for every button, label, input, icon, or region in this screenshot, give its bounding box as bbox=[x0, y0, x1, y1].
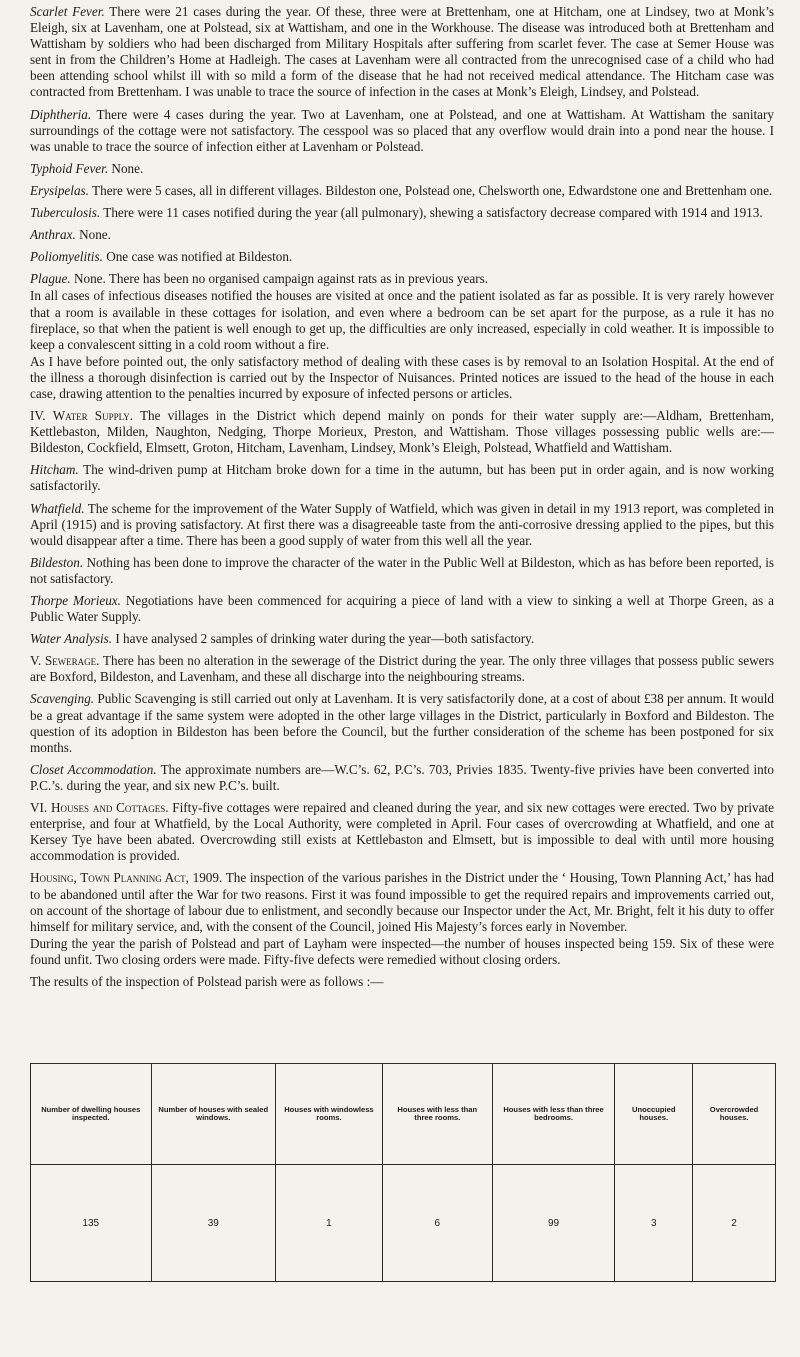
table-header-row bbox=[31, 1064, 776, 1165]
heading-sewerage: Sewerage. bbox=[44, 653, 100, 669]
heading-poliomyelitis: Poliomyelitis. bbox=[30, 249, 103, 265]
section-number-iv: IV. bbox=[30, 408, 46, 424]
text-sewerage: There has been no alteration in the sewerage of the District during the year. The only three villages that possess public sewers are Boxford, Bildeston, and Lavenham, and these all discharge into the neighbouring streams. bbox=[30, 653, 774, 685]
report-text bbox=[30, 4, 774, 996]
section-number-v: V. bbox=[30, 653, 42, 669]
cell-unoccupied: 3 bbox=[615, 1165, 693, 1282]
text-whatfield: The scheme for the improvement of the Water Supply of Watfield, which was given in detail in my 1913 report, was completed in April (1915) and is proving satisfactory. At first there was a disagreeable taste from the anti-corrosive dressing applied to the pipes, but this would disappear after a time. There has been a good supply of water from this well all the year. bbox=[30, 500, 775, 548]
para-diphtheria bbox=[30, 107, 774, 155]
text-tuberculosis: There were 11 cases notified during the year (all pulmonary), shewing a satisfactory decrease compared with 1914 and 1913. bbox=[103, 205, 763, 221]
column-header-less-three-bedrooms: Houses with less than three bedrooms. bbox=[492, 1064, 615, 1165]
text-scarlet-fever: There were 21 cases during the year. Of these, three were at Brettenham, one at Hitcham, one at Lindsey, two at Monk’s Eleigh, six at Lavenham, one at Polstead, six at Wattisham, and one in the Workhouse. The disease was introduced both at Brettenham and Wattisham by soldiers who had been discharged from Military Hospitals after suffering from scarlet fever. The case at Semer House was sent in from the Children’s Home at Hadleigh. The cases at Lavenham were all contracted from the unrecognised case of a child who had been attending school whilst ill with so mild a form of the disease that he had not received medical attendance. The Hitcham case was contracted from Brettenham. I was unable to trace the source of infection in the cases at Monk’s Eleigh, Lindsey, and Polstead. bbox=[30, 4, 775, 100]
text-thorpe-morieux: Negotiations have been commenced for acquiring a piece of land with a view to sinking a well at Thorpe Green, as a Public Water Supply. bbox=[30, 593, 774, 625]
cell-less-three-rooms: 6 bbox=[382, 1165, 492, 1282]
para-water-supply bbox=[30, 408, 774, 456]
text-closet-accommodation: The approximate numbers are—W.C’s. 62, P.C’s. 703, Privies 1835. Twenty-five privies have been converted into P.C.’s. during the year, and six new P.C’s. built. bbox=[30, 761, 774, 793]
column-header-unoccupied: Unoccupied houses. bbox=[615, 1064, 693, 1165]
heading-whatfield: Whatfield. bbox=[30, 500, 85, 516]
text-bildeston: Nothing has been done to improve the character of the water in the Public Well at Bildeston, which as has before been reported, is not satisfactory. bbox=[30, 554, 774, 586]
para-houses-cottages bbox=[30, 800, 774, 864]
table-row bbox=[31, 1165, 776, 1282]
para-polstead-inspection: During the year the parish of Polstead and part of Layham were inspected—the number of houses inspected being 159. Six of these were found unfit. Two closing orders were made. Fifty-five defects were remedied without closing orders. bbox=[30, 935, 774, 967]
cell-dwellings-inspected: 135 bbox=[31, 1165, 152, 1282]
para-tuberculosis bbox=[30, 205, 774, 221]
para-sewerage bbox=[30, 653, 774, 685]
heading-water-analysis: Water Analysis. bbox=[30, 631, 113, 647]
text-poliomyelitis: One case was notified at Bildeston. bbox=[106, 249, 293, 265]
column-header-overcrowded: Overcrowded houses. bbox=[693, 1064, 776, 1165]
heading-erysipelas: Erysipelas. bbox=[30, 182, 89, 198]
heading-thorpe-morieux: Thorpe Morieux. bbox=[30, 593, 121, 608]
column-header-windowless-rooms: Houses with windowless rooms. bbox=[275, 1064, 382, 1165]
para-water-analysis bbox=[30, 631, 774, 647]
cell-windowless-rooms: 1 bbox=[275, 1165, 382, 1282]
cell-sealed-windows: 39 bbox=[151, 1165, 275, 1282]
para-hitcham bbox=[30, 462, 774, 494]
para-anthrax bbox=[30, 227, 774, 243]
para-housing-act bbox=[30, 870, 774, 934]
heading-tuberculosis: Tuberculosis. bbox=[30, 205, 101, 221]
para-scarlet-fever bbox=[30, 4, 774, 101]
text-typhoid: None. bbox=[111, 160, 144, 176]
text-plague: None. There has been no organised campaign against rats as in previous years. bbox=[73, 271, 489, 287]
heading-scarlet-fever: Scarlet Fever. bbox=[30, 4, 105, 19]
para-erysipelas bbox=[30, 183, 774, 199]
para-isolation-2: As I have before pointed out, the only satisfactory method of dealing with these cases is by removal to an Isolation Hospital. At the end of the illness a thorough disinfection is carried out by the Inspector of Nuisances. Printed notices are issued to the head of the house in each case, drawing attention to the penalties incurred by exposure of infected persons or articles. bbox=[30, 353, 774, 401]
text-housing-act: The inspection of the various parishes in the District under the ‘ Housing, Town Planning Act,’ has had to be abandoned until after the War for two reasons. First it was found impossible to get the required repairs and improvements carried out, on account of the shortage of labour due to enlistment, and secondly because our Inspector under the Act, Mr. Bright, felt it his duty to offer himself for military service, and, with the consent of the Council, joined His Majesty’s forces early in November. bbox=[30, 870, 775, 934]
para-plague bbox=[30, 271, 774, 287]
heading-hitcham: Hitcham. bbox=[30, 462, 79, 478]
text-scavenging: Public Scavenging is still carried out only at Lavenham. It is very satisfactorily done, at a cost of about £38 per annum. It would be a great advantage if the same system were adopted in the other large villages in the District, particularly in Boxford and Bildeston. The question of its adoption in Bildeston has been before the Council, but the further consideration of the scheme has been postponed for six months. bbox=[30, 691, 774, 755]
heading-scavenging: Scavenging. bbox=[30, 691, 95, 707]
para-closet-accommodation bbox=[30, 762, 774, 794]
para-poliomyelitis bbox=[30, 249, 774, 265]
para-whatfield bbox=[30, 501, 774, 549]
para-scavenging bbox=[30, 691, 774, 755]
heading-houses-cottages: Houses and Cottages. bbox=[51, 800, 169, 816]
text-water-supply: The villages in the District which depend mainly on ponds for their water supply are:—Aldham, Brettenham, Kettlebaston, Milden, Naughton, Nedging, Thorpe Morieux, Preston, and Wattisham. Those villages possessing public wells are:—Bildeston, Cockfield, Elmsett, Groton, Hitcham, Lavenham, Lindsey, Monk’s Eleigh, Polstead, Whatfield and Wattisham. bbox=[30, 408, 775, 456]
para-bildeston bbox=[30, 555, 774, 587]
para-thorpe-morieux bbox=[30, 593, 774, 625]
heading-anthrax: Anthrax. bbox=[30, 227, 76, 243]
heading-diphtheria: Diphtheria. bbox=[30, 106, 92, 122]
text-hitcham: The wind-driven pump at Hitcham broke down for a time in the autumn, but has been put in order again, and is now working satisfactorily. bbox=[30, 462, 774, 494]
section-number-vi: VI. bbox=[30, 800, 48, 816]
heading-housing-act: Housing, Town Planning Act, 1909. bbox=[30, 870, 223, 886]
heading-closet-accommodation: Closet Accommodation. bbox=[30, 761, 157, 777]
heading-bildeston: Bildeston. bbox=[30, 554, 84, 570]
heading-plague: Plague. bbox=[30, 271, 71, 287]
text-houses-cottages: Fifty-five cottages were repaired and cleaned during the year, and six new cottages were erected. Two by private enterprise, and four at Whatfield, by the Local Authority, were completed in April. Four cases of overcrowding at Whatfield, and one at Kersey Tye have been abated. Overcrowding still exists at Kettlebaston and Elmsett, but is impossible to deal with until more housing accommodation is provided. bbox=[30, 800, 775, 864]
heading-typhoid: Typhoid Fever. bbox=[30, 160, 109, 176]
para-isolation-1: In all cases of infectious diseases notified the houses are visited at once and the patient isolated as far as possible. It is very rarely however that a room is available in these cottages for isolation, and even where a bedroom can be set apart for the purpose, as a rule it has no fireplace, so that when the patient is well enough to get up, the difficulties are only increased, especially in cold weather. It is impossible to keep a convalescent sitting in a cold room without a fire. bbox=[30, 288, 774, 352]
para-typhoid bbox=[30, 161, 774, 177]
cell-overcrowded: 2 bbox=[693, 1165, 776, 1282]
para-results-intro: The results of the inspection of Polstead parish were as follows :— bbox=[30, 973, 384, 989]
column-header-sealed-windows: Number of houses with sealed windows. bbox=[151, 1064, 275, 1165]
cell-less-three-bedrooms: 99 bbox=[492, 1165, 615, 1282]
column-header-dwellings-inspected: Number of dwelling houses inspected. bbox=[31, 1064, 152, 1165]
heading-water-supply: Water Supply. bbox=[52, 408, 134, 424]
column-header-less-three-rooms: Houses with less than three rooms. bbox=[382, 1064, 492, 1165]
inspection-results-table bbox=[30, 1063, 776, 1282]
text-anthrax: None. bbox=[79, 227, 111, 243]
text-water-analysis: I have analysed 2 samples of drinking water during the year—both satisfactory. bbox=[115, 631, 535, 647]
text-diphtheria: There were 4 cases during the year. Two at Lavenham, one at Polstead, and one at Wattisham. At Wattisham the sanitary surroundings of the cottage were not satisfactory. The cesspool was so placed that any overflow would drain into a pond near the house. I was unable to trace the source of infection either at Lavenham or Polstead. bbox=[30, 106, 774, 154]
text-erysipelas: There were 5 cases, all in different villages. Bildeston one, Polstead one, Chelsworth one, Edwardstone one and Brettenham one. bbox=[92, 182, 773, 198]
